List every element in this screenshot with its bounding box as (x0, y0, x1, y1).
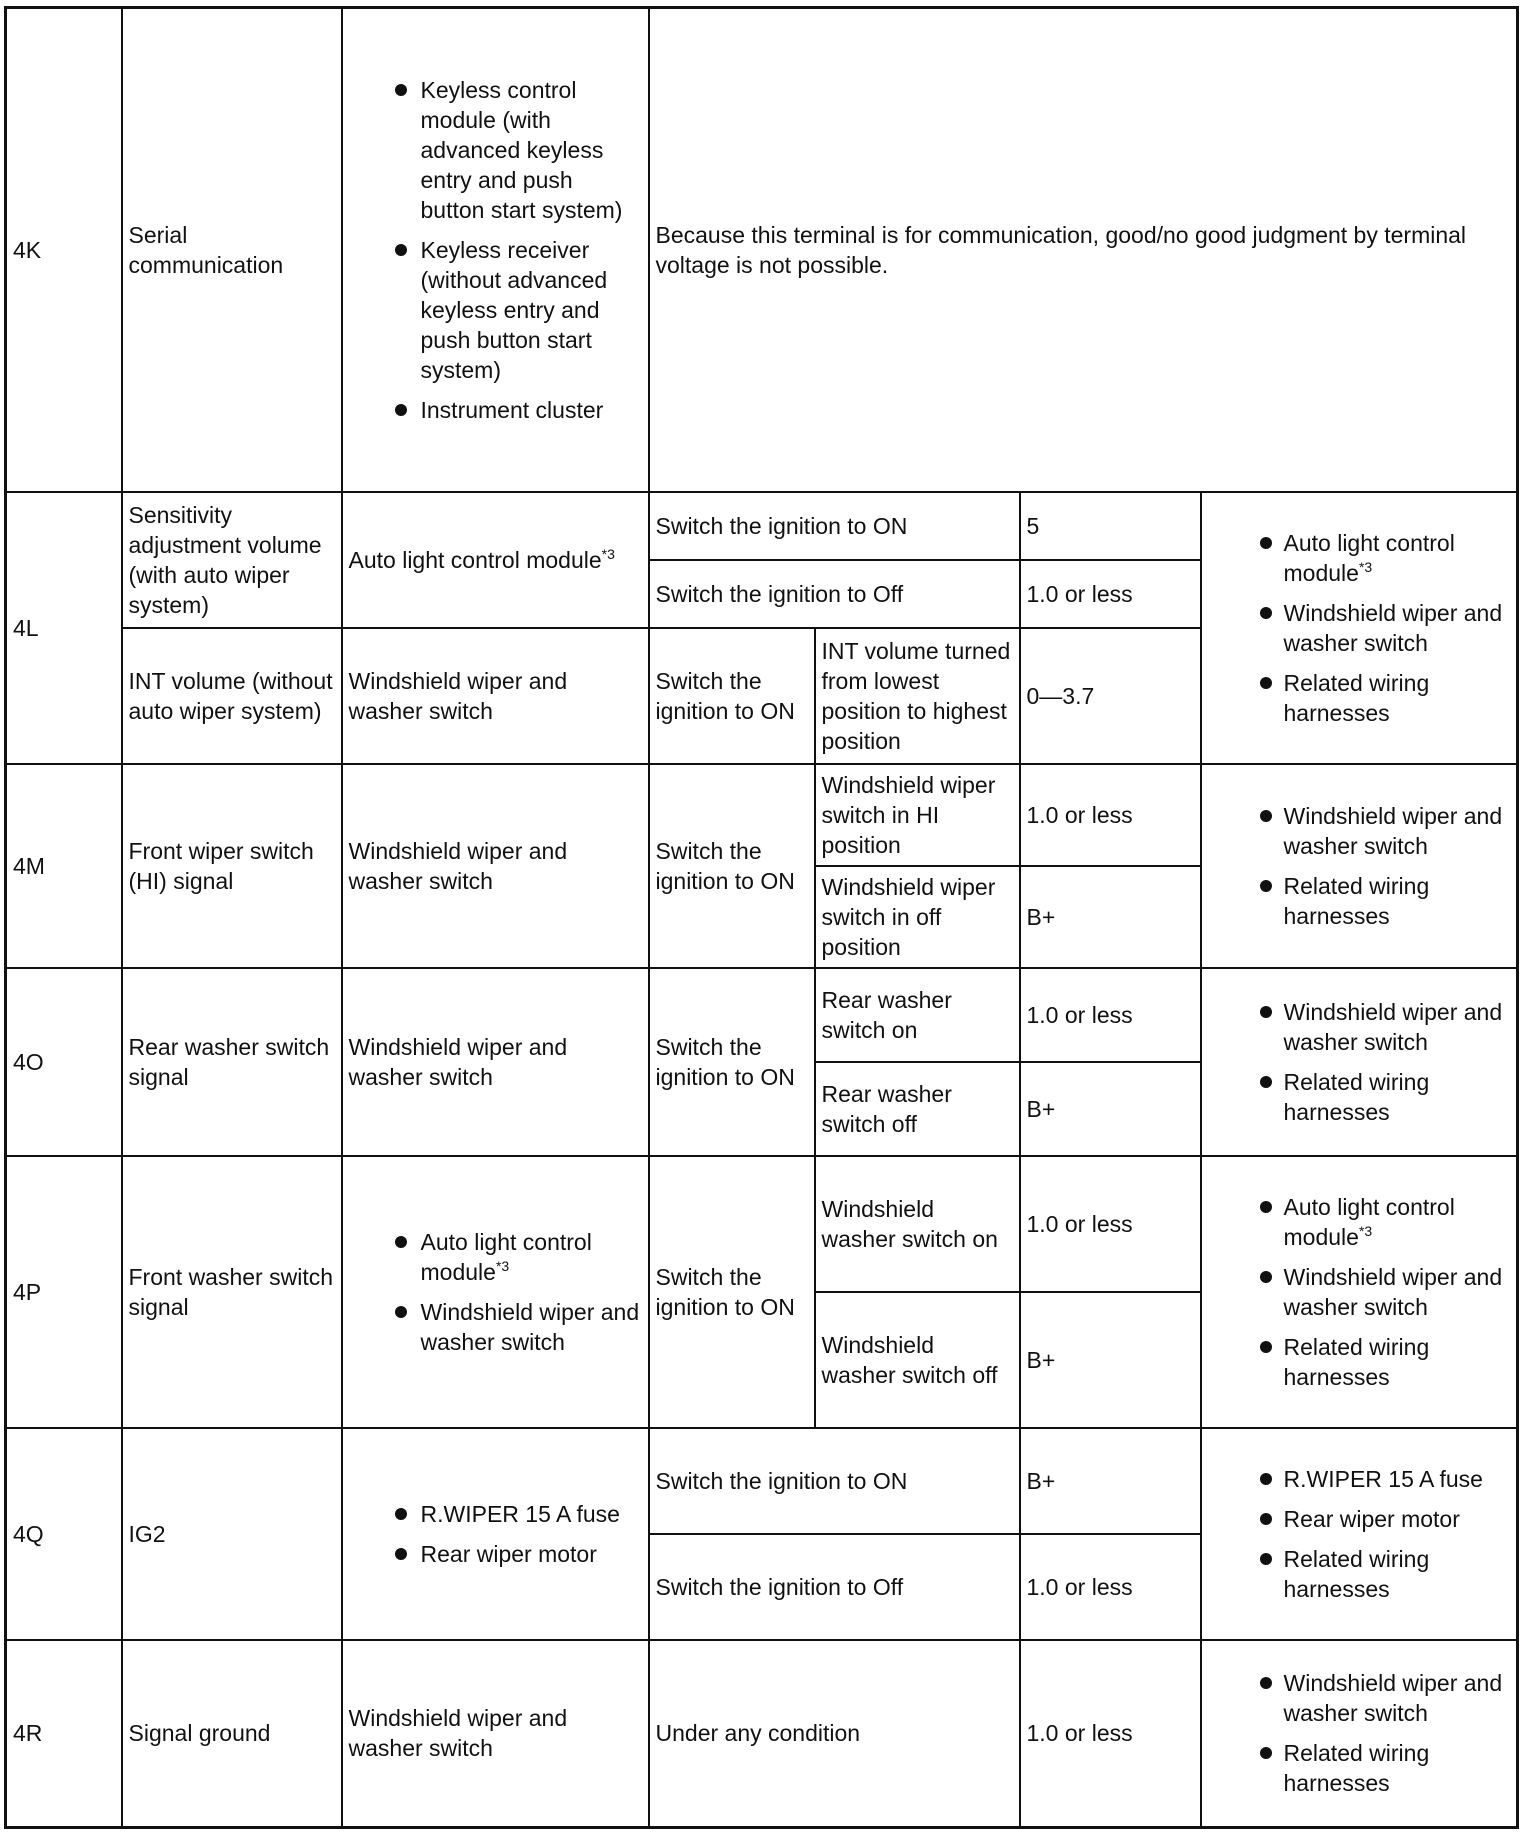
check-text: Auto light control module (1283, 1193, 1455, 1250)
value-cell: 1.0 or less (1020, 1534, 1201, 1640)
footnote-mark: *3 (495, 1257, 510, 1274)
ignition-cell: Switch the ignition to ON (649, 1156, 815, 1428)
list-item (1208, 528, 1511, 588)
value-cell: 5 (1020, 492, 1201, 560)
value-cell: 1.0 or less (1020, 1156, 1201, 1292)
list-item: Related wiring harnesses (1208, 1738, 1511, 1798)
list-item (349, 1227, 642, 1287)
connected-cell: Windshield wiper and washer switch (342, 1640, 649, 1828)
table-row (6, 1428, 1518, 1534)
terminal-cell: 4M (6, 764, 122, 968)
connected-text: Auto light control module (348, 546, 602, 573)
ignition-cell: Switch the ignition to ON (649, 968, 815, 1156)
value-cell: B+ (1020, 1292, 1201, 1428)
condition-cell: Switch the ignition to ON (649, 492, 1020, 560)
check-cell (1201, 968, 1518, 1156)
value-cell: 1.0 or less (1020, 968, 1201, 1062)
check-cell (1201, 1640, 1518, 1828)
table-row (6, 8, 1518, 492)
table-row (6, 968, 1518, 1062)
connected-cell (342, 1156, 649, 1428)
signal-cell: Serial communication (122, 8, 342, 492)
check-cell (1201, 1428, 1518, 1640)
ignition-cell: Switch the ignition to ON (649, 764, 815, 968)
terminal-cell: 4R (6, 1640, 122, 1828)
terminal-cell: 4L (6, 492, 122, 764)
list-item: Rear wiper motor (1208, 1504, 1511, 1534)
note-cell: Because this terminal is for communication, good/no good judgment by terminal voltage is not possible. (649, 8, 1518, 492)
condition-cell: Rear washer switch on (815, 968, 1020, 1062)
list-item: Windshield wiper and washer switch (349, 1297, 642, 1357)
list-item: Related wiring harnesses (1208, 1067, 1511, 1127)
value-cell: 0—3.7 (1020, 628, 1201, 764)
value-cell: 1.0 or less (1020, 764, 1201, 866)
check-text: Auto light control module (1283, 529, 1455, 586)
value-cell: B+ (1020, 1428, 1201, 1534)
signal-cell: Front wiper switch (HI) signal (122, 764, 342, 968)
check-cell (1201, 1156, 1518, 1428)
connected-cell (342, 8, 649, 492)
connected-cell: Windshield wiper and washer switch (342, 968, 649, 1156)
list-item: Related wiring harnesses (1208, 1544, 1511, 1604)
list-item: Windshield wiper and washer switch (1208, 598, 1511, 658)
list-item: Windshield wiper and washer switch (1208, 1262, 1511, 1322)
condition-cell: Windshield washer switch on (815, 1156, 1020, 1292)
value-cell: B+ (1020, 1062, 1201, 1156)
list-item: Instrument cluster (349, 395, 642, 425)
condition-cell: Rear washer switch off (815, 1062, 1020, 1156)
ignition-cell: Switch the ignition to ON (649, 628, 815, 764)
condition-cell: Windshield wiper switch in off position (815, 866, 1020, 968)
condition-cell: Switch the ignition to Off (649, 560, 1020, 628)
list-item: Related wiring harnesses (1208, 871, 1511, 931)
terminal-cell: 4K (6, 8, 122, 492)
signal-cell: INT volume (without auto wiper system) (122, 628, 342, 764)
footnote-mark: *3 (1358, 558, 1373, 575)
signal-cell: Front washer switch signal (122, 1156, 342, 1428)
footnote-mark: *3 (1358, 1222, 1373, 1239)
condition-cell: Windshield wiper switch in HI position (815, 764, 1020, 866)
signal-cell: Signal ground (122, 1640, 342, 1828)
list-item: Windshield wiper and washer switch (1208, 997, 1511, 1057)
value-cell: 1.0 or less (1020, 1640, 1201, 1828)
table-row (6, 1156, 1518, 1292)
terminal-spec-table (4, 6, 1519, 1829)
signal-cell: IG2 (122, 1428, 342, 1640)
table-row (6, 1640, 1518, 1828)
condition-cell: Under any condition (649, 1640, 1020, 1828)
terminal-cell: 4Q (6, 1428, 122, 1640)
list-item: Windshield wiper and washer switch (1208, 1668, 1511, 1728)
list-item: R.WIPER 15 A fuse (1208, 1464, 1511, 1494)
connected-cell: Windshield wiper and washer switch (342, 628, 649, 764)
value-cell: B+ (1020, 866, 1201, 968)
connected-cell (342, 492, 649, 628)
terminal-cell: 4O (6, 968, 122, 1156)
connected-text: Auto light control module (420, 1228, 592, 1285)
condition-cell: Switch the ignition to Off (649, 1534, 1020, 1640)
condition-cell: Windshield washer switch off (815, 1292, 1020, 1428)
connected-cell: Windshield wiper and washer switch (342, 764, 649, 968)
list-item: Related wiring harnesses (1208, 668, 1511, 728)
condition-cell: INT volume turned from lowest position to highest position (815, 628, 1020, 764)
check-cell (1201, 764, 1518, 968)
value-cell: 1.0 or less (1020, 560, 1201, 628)
list-item: Keyless control module (with advanced keyless entry and push button start system) (349, 75, 642, 225)
list-item: R.WIPER 15 A fuse (349, 1499, 642, 1529)
list-item: Keyless receiver (without advanced keyless entry and push button start system) (349, 235, 642, 385)
connected-cell (342, 1428, 649, 1640)
table-row (6, 764, 1518, 866)
terminal-cell: 4P (6, 1156, 122, 1428)
list-item: Related wiring harnesses (1208, 1332, 1511, 1392)
list-item (1208, 1192, 1511, 1252)
check-cell (1201, 492, 1518, 764)
signal-cell: Sensitivity adjustment volume (with auto wiper system) (122, 492, 342, 628)
table-row (6, 492, 1518, 560)
signal-cell: Rear washer switch signal (122, 968, 342, 1156)
list-item: Windshield wiper and washer switch (1208, 801, 1511, 861)
footnote-mark: *3 (601, 545, 615, 562)
condition-cell: Switch the ignition to ON (649, 1428, 1020, 1534)
list-item: Rear wiper motor (349, 1539, 642, 1569)
